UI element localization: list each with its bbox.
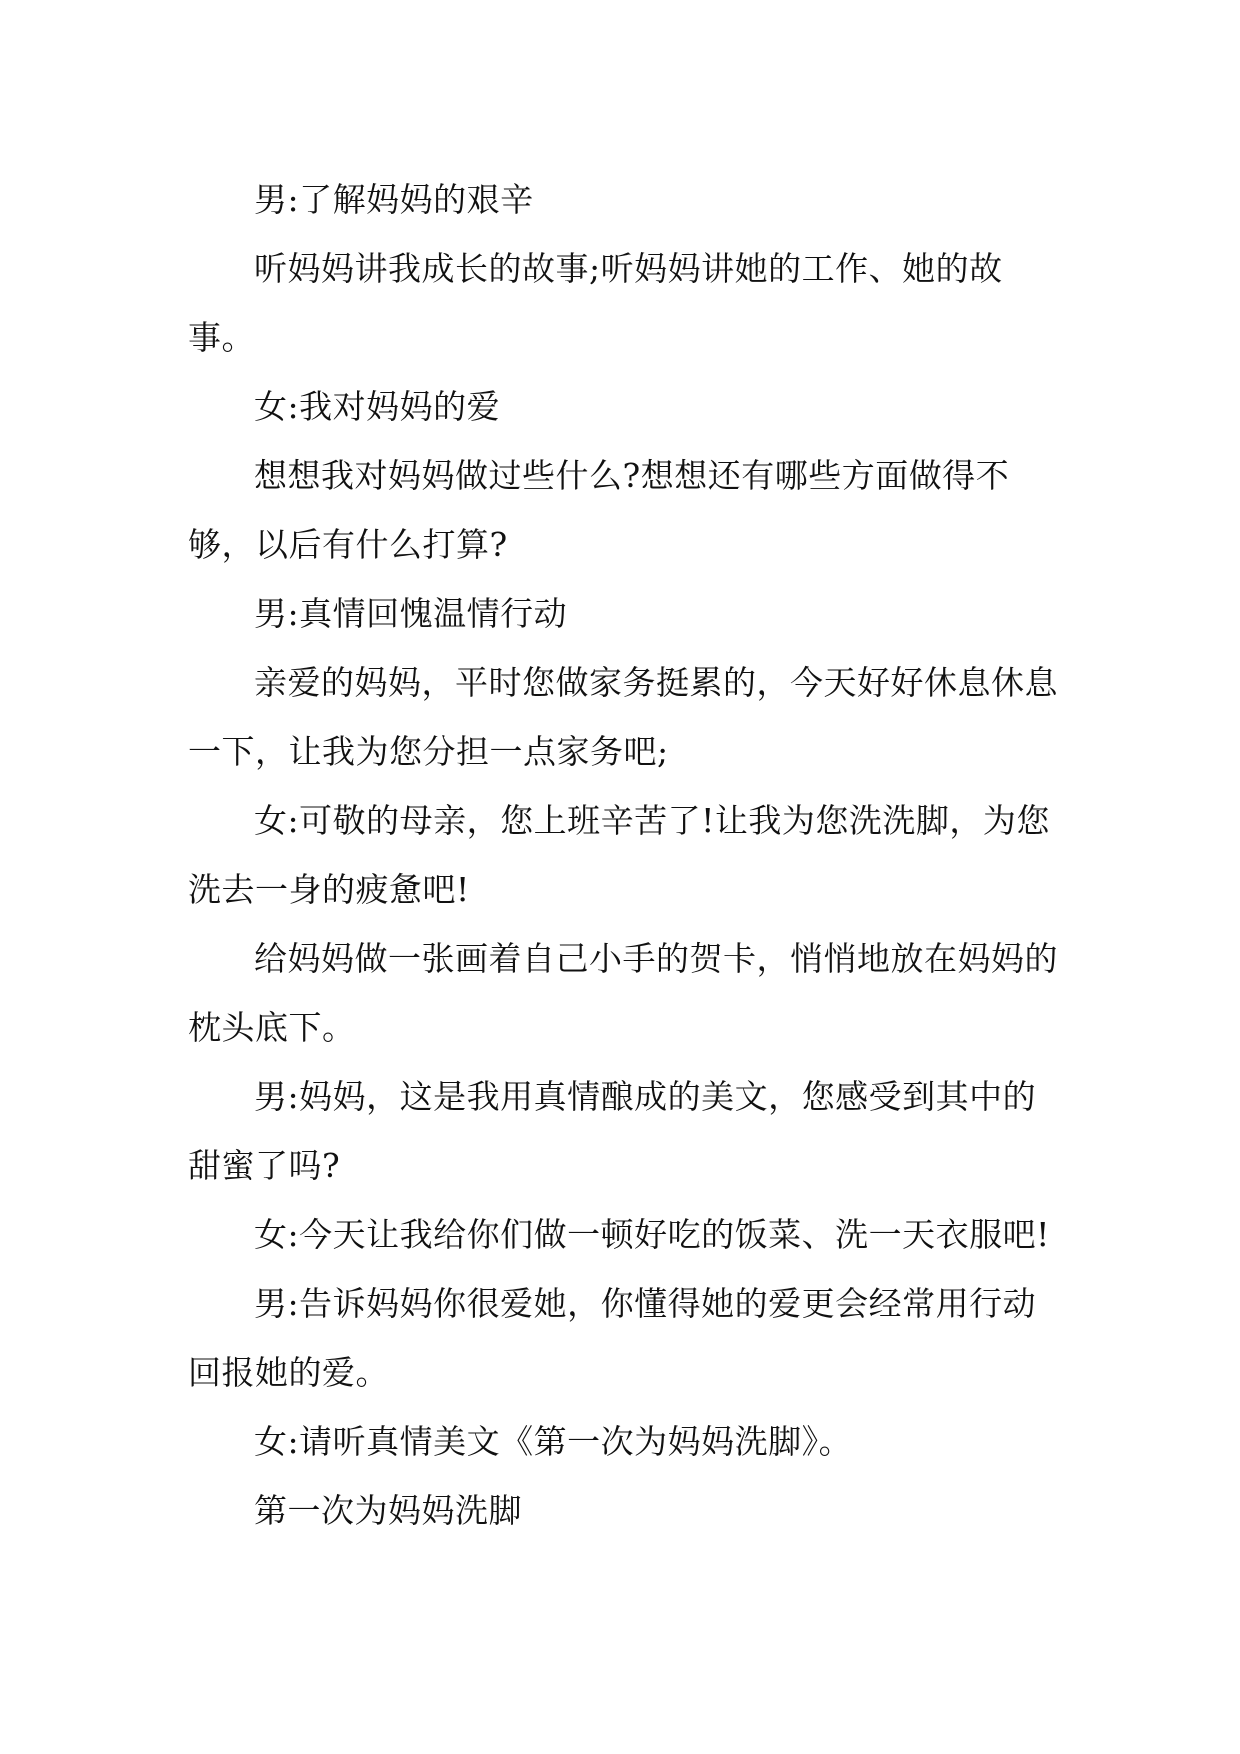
paragraph: 男:了解妈妈的艰辛 — [254, 180, 534, 219]
paragraph: 想想我对妈妈做过些什么?想想还有哪些方面做得不够，以后有什么打算? — [188, 456, 1010, 564]
paragraph: 亲爱的妈妈，平时您做家务挺累的，今天好好休息休息一下，让我为您分担一点家务吧; — [188, 663, 1058, 771]
paragraph: 听妈妈讲我成长的故事;听妈妈讲她的工作、她的故事。 — [188, 249, 1003, 357]
paragraph: 女:请听真情美文《第一次为妈妈洗脚》。 — [254, 1422, 853, 1461]
paragraph: 女:今天让我给你们做一顿好吃的饭菜、洗一天衣服吧! — [254, 1215, 1050, 1254]
paragraph: 男:真情回愧温情行动 — [254, 594, 568, 633]
section-heading: 第一次为妈妈洗脚 — [254, 1491, 522, 1530]
paragraph: 女:可敬的母亲，您上班辛苦了!让我为您洗洗脚，为您洗去一身的疲惫吧! — [188, 801, 1050, 909]
document-body — [188, 165, 1058, 1545]
paragraph: 男:妈妈，这是我用真情酿成的美文，您感受到其中的甜蜜了吗? — [188, 1077, 1037, 1185]
paragraph: 给妈妈做一张画着自己小手的贺卡，悄悄地放在妈妈的枕头底下。 — [188, 939, 1058, 1047]
paragraph: 男:告诉妈妈你很爱她，你懂得她的爱更会经常用行动回报她的爱。 — [188, 1284, 1037, 1392]
paragraph: 女:我对妈妈的爱 — [254, 387, 501, 426]
